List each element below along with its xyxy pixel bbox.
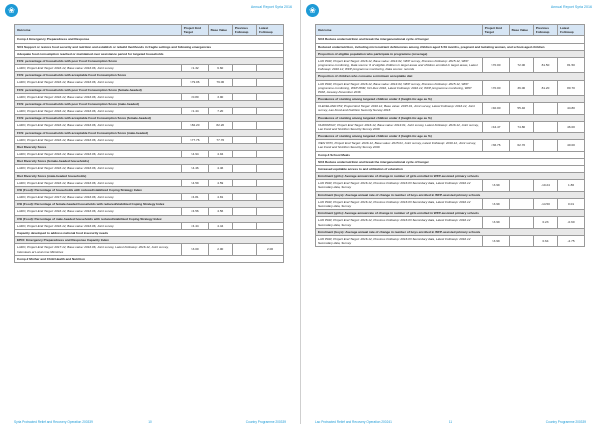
column-header: Outcome (15, 25, 182, 36)
value-cell: <0.80 (181, 93, 208, 100)
indicator-row (15, 100, 284, 107)
value-cell (257, 208, 284, 215)
value-cell: 2.00 (257, 244, 284, 255)
value-cell: 7.20 (208, 108, 232, 115)
data-row (15, 165, 284, 172)
data-row (15, 194, 284, 201)
value-cell: <1.32 (181, 65, 208, 72)
value-cell (257, 108, 284, 115)
running-head: Annual Report Syria 2016 (550, 5, 592, 9)
value-cell: 72.00 (509, 57, 533, 73)
source-cell: LADO, Project End Target: 2016.12, Base value: 2016.06, Joint survey (15, 165, 182, 172)
indicator-row (15, 237, 284, 244)
source-cell: LADO, Project End Target: 2016.12, Base value: 2016.06, Joint survey (15, 136, 182, 143)
value-cell: >70.00 (482, 57, 509, 73)
column-header: Previous Followup (533, 25, 557, 36)
column-header: Base Value (208, 25, 232, 36)
table-body (316, 36, 585, 247)
page-right (300, 0, 600, 424)
value-cell (232, 222, 256, 229)
value-cell: -14.50 (533, 198, 557, 209)
value-cell (533, 140, 557, 151)
value-cell (257, 179, 284, 186)
value-cell (257, 165, 284, 172)
value-cell (509, 180, 533, 191)
data-row (316, 103, 585, 114)
value-cell: 0.01 (558, 198, 585, 209)
value-cell: 55.40 (509, 103, 533, 114)
value-cell: -0.60 (558, 217, 585, 228)
row-title: CSI (Food): Percentage of male-headed households with reduced/stabilized Coping Strategy Index (15, 215, 284, 222)
row-title: Diet Diversity Score (female-headed households) (15, 158, 284, 165)
value-cell (232, 79, 256, 86)
data-row (316, 80, 585, 96)
value-cell: 46.00 (558, 121, 585, 132)
value-cell (257, 136, 284, 143)
row-title: SO4 Reduce undernutrition and break the intergenerational cycle of hunger (316, 36, 585, 43)
row-title: Enrolment (boys): Average annual rate of change in number of boys enrolled in WFP-assisted primary schools (316, 191, 585, 198)
value-cell: >3.99 (482, 180, 509, 191)
row-title: Diet Diversity Score (male-headed households) (15, 172, 284, 179)
column-header: Project End Target (181, 25, 208, 36)
row-title: EPCI: Emergency Preparedness and Response Capacity Index (15, 237, 284, 244)
column-header: Previous Followup (232, 25, 256, 36)
value-cell: >82.20 (181, 122, 208, 129)
value-cell: 4.46 (208, 165, 232, 172)
source-cell: LADO, Project End Target: 2016.12, Base value: 2016.06, Joint survey (15, 222, 182, 229)
value-cell: <1.44 (181, 108, 208, 115)
section-row (15, 36, 284, 43)
indicator-row (15, 115, 284, 122)
row-title: Comp.3 School Meals (316, 151, 585, 158)
data-row (316, 121, 585, 132)
data-row (316, 140, 585, 151)
row-title: FCS: percentage of households with acceptable Food Consumption Score (15, 72, 284, 79)
indicator-row (316, 210, 585, 217)
row-title: Comp.1 Emergency Preparedness and Response (15, 36, 284, 43)
value-cell (232, 194, 256, 201)
source-cell: LAO PDR, Project End Target: 2016.12, Base value: 2014.02, WFP survey, Previous Followup: 2015.12, WFP programme monitoring, Data source: # of eligible children in target areas and children enrolled in target areas, Latest Followup: 2016.12, WFP programme monitoring, Data source: records (316, 57, 483, 73)
value-cell: 44.80 (558, 103, 585, 114)
running-head: Annual Report Syria 2016 (250, 5, 292, 9)
source-cell: OUDOMXAY, Project End Target: 2016.12, Base value: 2014.01, Joint survey, Latest Followup: 2016.12, Joint survey, Lao Food and Nutrition Security Survey 2016 (316, 121, 483, 132)
column-header: Project End Target (482, 25, 509, 36)
value-cell: 82.20 (208, 122, 232, 129)
data-row (15, 136, 284, 143)
value-cell (533, 103, 557, 114)
row-title: FCS: percentage of households with acceptable Food Consumption Score (male-headed) (15, 129, 284, 136)
value-cell (509, 198, 533, 209)
value-cell (232, 151, 256, 158)
section-row (15, 50, 284, 57)
value-cell (257, 151, 284, 158)
indicator-row (316, 228, 585, 235)
row-title: Increased equitable access to and utilization of education (316, 165, 585, 172)
section-row (316, 151, 585, 158)
row-title: Diet Diversity Score (15, 143, 284, 150)
data-row (316, 198, 585, 209)
section-row (15, 43, 284, 50)
source-cell: LAO PDR, Project End Target: 2016.12, Previous Followup: 2016.03 Secondary data, Latest Followup: 2016.12 Secondary data, Survey (316, 235, 483, 246)
row-title: CSI (Food): Percentage of female-headed households with reduced/stabilized Coping Strategy Index (15, 201, 284, 208)
section-row (15, 229, 284, 236)
source-cell: LAO PDR, Project End Target: 2016.12, Previous Followup: 2016.03 Secondary data, Latest Followup: 2016.12 Secondary data, Survey (316, 217, 483, 228)
value-cell: 6.60 (208, 65, 232, 72)
value-cell: 81.20 (533, 80, 557, 96)
value-cell (232, 179, 256, 186)
value-cell (257, 194, 284, 201)
value-cell: <44.47 (482, 121, 509, 132)
source-cell: LADO, Project End Target: 2016.12, Base value: 2016.06, Joint survey (15, 151, 182, 158)
data-row (15, 244, 284, 255)
row-title: Proportion of children who consume a minimum acceptable diet (316, 73, 585, 80)
value-cell (257, 122, 284, 129)
value-cell: >3.99 (482, 198, 509, 209)
source-cell: XIEN KHO, Project End Target: 2016.12, Base value: 2015.01, Joint survey, Latest Followup: 2016.12, Joint survey, Lao Food and Nutrition Security Survey 2016 (316, 140, 483, 151)
indicator-row (15, 201, 284, 208)
indicator-row (316, 114, 585, 121)
section-row (316, 43, 585, 50)
indicator-row (316, 191, 585, 198)
source-cell: LADO, Project End Target: 2017.12, Base value: 2016.06, Joint survey (15, 194, 182, 201)
indicator-row (15, 129, 284, 136)
page-number: 10 (148, 420, 152, 424)
value-cell (232, 244, 256, 255)
value-cell: <36.76 (482, 140, 509, 151)
data-row (15, 108, 284, 115)
column-header: Base Value (509, 25, 533, 36)
source-cell: LAO PDR, Project End Target: 2016.12, Previous Followup: 2016.03 Secondary data, Latest Followup: 2016.12 Secondary data, Survey (316, 180, 483, 191)
indicator-row (15, 72, 284, 79)
value-cell: -10.24 (533, 180, 557, 191)
table-header (316, 25, 585, 36)
section-row (316, 36, 585, 43)
data-row (316, 217, 585, 228)
data-row (15, 151, 284, 158)
footer-right: Country Programme 200339 (545, 420, 586, 424)
value-cell: 81.50 (558, 57, 585, 73)
row-title: FCS: percentage of households with poor Food Consumption Score (male-headed) (15, 100, 284, 107)
data-row (15, 65, 284, 72)
indicator-row (316, 50, 585, 57)
indicator-row (15, 215, 284, 222)
indicator-row (15, 186, 284, 193)
value-cell: >70.00 (482, 80, 509, 96)
data-row (316, 57, 585, 73)
data-row (15, 122, 284, 129)
source-cell: LAO PDR, Project End Target: 2016.12, Base value: 2014.04, WFP survey, Previous Followup: 2015.12, WFP programme monitoring, WFP PDM, Oct-Dec 2016, Latest Followup: 2016.12, WFP programme monitoring, WFP PDM, January-November 2016 (316, 80, 483, 96)
value-cell: 79.06 (208, 79, 232, 86)
source-cell: LADO, Project End Target: 2016.12, Base value: 2016.06, Joint survey (15, 108, 182, 115)
data-row (15, 93, 284, 100)
source-cell: LADO, Project End Target: 2016.12, Base value: 2016.06, Joint survey (15, 179, 182, 186)
row-title: Prevalence of stunting among targeted children under 2 (height-for-age as %) (316, 114, 585, 121)
row-title: Enrolment (girls): Average annual rate of change in number of girls enrolled in WFP-assisted primary schools (316, 210, 585, 217)
indicator-row (316, 96, 585, 103)
source-cell: LADO, Project End Target: 2016.12, Base value: 2016.06, Joint survey (15, 65, 182, 72)
value-cell: <40.00 (482, 103, 509, 114)
value-cell: >3.00 (181, 244, 208, 255)
footer-left: Syria Protracted Relief and Recovery Operation 200339 (14, 420, 93, 424)
value-cell: <4.56 (181, 208, 208, 215)
row-title: Capacity developed to address national food insecurity needs (15, 229, 284, 236)
value-cell: 62.70 (509, 140, 533, 151)
value-cell (232, 122, 256, 129)
value-cell: 3.90 (208, 93, 232, 100)
source-cell: CLEVELAND PW, Project End Target: 2016.12, Base value: 2015.01, Joint survey, Latest Followup: 2016.12, Joint survey, Lao Food and Nutrition Security Survey 2016 (316, 103, 483, 114)
section-row (15, 255, 284, 262)
source-cell: LAO PDR, Project End Target: 2016.12, Previous Followup: 2016.03 Secondary data, Latest Followup: 2016.12 Secondary data, Survey (316, 198, 483, 209)
source-cell: LADO, Project End Target: 2016.12, Base value: 2016.06, Joint survey (15, 122, 182, 129)
value-cell: 77.76 (208, 136, 232, 143)
data-row (15, 179, 284, 186)
value-cell (232, 65, 256, 72)
value-cell: 0.23 (533, 217, 557, 228)
value-cell: 80.70 (558, 80, 585, 96)
row-title: Proportion of eligible population who participate in programme (coverage) (316, 50, 585, 57)
indicator-row (15, 158, 284, 165)
row-title: SO4 Reduce undernutrition and break the intergenerational cycle of hunger (316, 158, 585, 165)
source-cell: LADO, Project End Target: 2016.12, Base value: 2016.06, Joint survey (15, 208, 182, 215)
outcome-table (315, 24, 585, 247)
row-title: Prevalence of stunting among targeted children under 2 (height-for-age as %) (316, 133, 585, 140)
row-title: Adequate food consumption reached or maintained over assistance period for targeted households (15, 50, 284, 57)
indicator-row (316, 73, 585, 80)
data-row (316, 180, 585, 191)
indicator-row (316, 173, 585, 180)
value-cell: <4.81 (181, 194, 208, 201)
wfp-logo-icon: ❀ (306, 4, 319, 17)
row-title: Comp.2 Mother and Child Health and Nutrition (15, 255, 284, 262)
value-cell: 4.56 (208, 208, 232, 215)
row-title: Enrolment (girls): Average annual rate of change in number of girls enrolled in WFP-assisted primary schools (316, 173, 585, 180)
value-cell (232, 136, 256, 143)
footer-right: Country Programme 200339 (245, 420, 286, 424)
value-cell (257, 93, 284, 100)
value-cell: 1.86 (558, 180, 585, 191)
value-cell: 40.00 (558, 140, 585, 151)
source-cell: LADO, Project End Target: 2016.12, Base value: 2016.06, Joint survey (15, 79, 182, 86)
value-cell (232, 93, 256, 100)
value-cell (509, 217, 533, 228)
row-title: Prevalence of stunting among targeted children under 2 (height-for-age as %) (316, 96, 585, 103)
indicator-row (15, 57, 284, 64)
value-cell: <4.44 (181, 222, 208, 229)
outcome-table (14, 24, 284, 263)
table-header (15, 25, 284, 36)
value-cell: >4.94 (181, 151, 208, 158)
row-title: Enrolment (boys): Average annual rate of change in number of boys enrolled in WFP-assisted primary schools (316, 228, 585, 235)
column-header: Latest Followup (257, 25, 284, 36)
value-cell: 4.44 (208, 222, 232, 229)
value-cell (257, 222, 284, 229)
value-cell (257, 65, 284, 72)
table-body (15, 36, 284, 263)
source-cell: LADO, Project End Target: 2016.12, Base value: 2016.06, Joint survey (15, 93, 182, 100)
row-title: FCS: percentage of households with acceptable Food Consumption Score (female-headed) (15, 115, 284, 122)
data-row (15, 208, 284, 215)
value-cell (533, 121, 557, 132)
row-title: Reduced undernutrition, including micronutrient deficiencies among children aged 6-59 months, pregnant and lactating women, and school-aged children (316, 43, 585, 50)
value-cell: 2.00 (208, 244, 232, 255)
data-row (316, 235, 585, 246)
indicator-row (316, 133, 585, 140)
value-cell: -2.75 (558, 235, 585, 246)
footer-left: Lao Protracted Relief and Recovery Operation 200241 (315, 420, 392, 424)
value-cell (257, 79, 284, 86)
value-cell: 4.81 (208, 194, 232, 201)
indicator-row (15, 172, 284, 179)
value-cell: >3.99 (482, 217, 509, 228)
value-cell: >4.46 (181, 165, 208, 172)
column-header: Outcome (316, 25, 483, 36)
row-title: FCS: percentage of households with poor Food Consumption Score (15, 57, 284, 64)
value-cell: 36.00 (509, 80, 533, 96)
row-title: SO1 Support or restore food security and nutrition and establish or rebuild livelihoods in fragile settings and following emergencies (15, 43, 284, 50)
value-cell: >4.59 (181, 179, 208, 186)
data-row (15, 79, 284, 86)
value-cell (509, 235, 533, 246)
data-row (15, 222, 284, 229)
indicator-row (15, 143, 284, 150)
value-cell: 81.50 (533, 57, 557, 73)
value-cell (232, 208, 256, 215)
row-title: FCS: percentage of households with poor Food Consumption Score (female-headed) (15, 86, 284, 93)
value-cell: >79.06 (181, 79, 208, 86)
value-cell: >3.99 (482, 235, 509, 246)
section-row (316, 158, 585, 165)
value-cell: 4.59 (208, 179, 232, 186)
column-header: Latest Followup (558, 25, 585, 36)
value-cell (232, 165, 256, 172)
indicator-row (15, 86, 284, 93)
value-cell: 74.80 (509, 121, 533, 132)
wfp-logo-icon: ❀ (5, 4, 18, 17)
value-cell: 0.64 (533, 235, 557, 246)
source-cell: LADO, Project End Target: 2017.12, Base value: 2016.06, Joint survey, Latest Followup: 2016.12, Joint survey, Interviews at Local Line Ministries (15, 244, 182, 255)
page-number: 11 (448, 420, 453, 424)
section-row (316, 165, 585, 172)
value-cell: 4.94 (208, 151, 232, 158)
row-title: CSI (Food): Percentage of households with reduced/stabilized Coping Strategy Index (15, 186, 284, 193)
value-cell: >77.76 (181, 136, 208, 143)
value-cell (232, 108, 256, 115)
